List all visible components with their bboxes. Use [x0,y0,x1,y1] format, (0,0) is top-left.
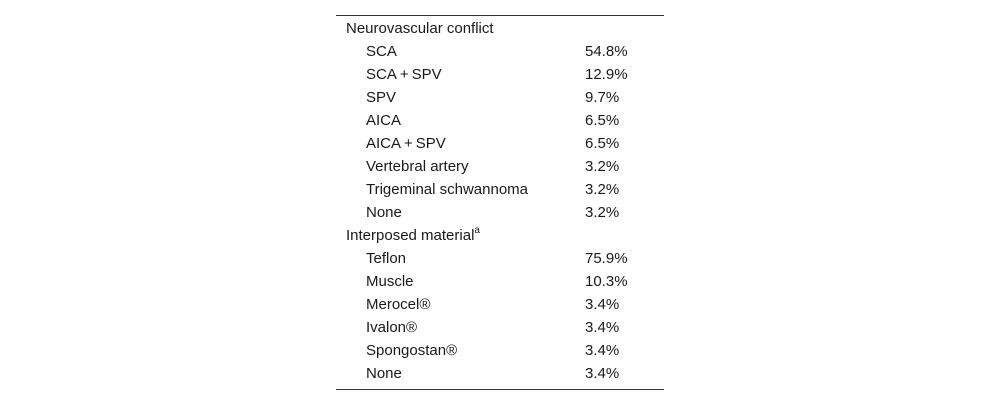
row-value: 6.5% [585,112,620,129]
section-label: Interposed material$^a$ [346,225,480,244]
row-value: 3.2% [585,204,620,221]
row-label: Ivalon® [366,319,418,336]
table-row [336,293,664,316]
footnote-marker: a [474,225,480,236]
table-row [336,247,664,270]
row-label: None [366,365,402,382]
table-row [336,132,664,155]
row-label: SPV [366,89,397,106]
table-row [336,316,664,339]
table-row [336,362,664,385]
table-row [336,201,664,224]
table-row [336,109,664,132]
table-row [336,270,664,293]
row-label: AICA + SPV [366,135,446,152]
row-label: AICA [366,112,402,129]
row-value: 3.4% [585,365,620,382]
row-value: 9.7% [585,89,620,106]
data-table [336,15,664,390]
row-label: SCA + SPV [366,66,442,83]
row-value: 3.4% [585,296,620,313]
row-value: 75.9% [585,250,628,267]
section-header-neurovascular-conflict [336,17,664,40]
row-value: 3.4% [585,319,620,336]
table-row [336,40,664,63]
row-label: Spongostan® [366,342,458,359]
section-label: Neurovascular conflict [346,20,494,37]
row-value: 6.5% [585,135,620,152]
row-value: 3.2% [585,158,620,175]
table-row [336,339,664,362]
row-label: Muscle [366,273,414,290]
row-label: Vertebral artery [366,158,469,175]
row-value: 3.4% [585,342,620,359]
table-row [336,63,664,86]
table-row [336,155,664,178]
row-value: 3.2% [585,181,620,198]
row-label: Merocel® [366,296,431,313]
table-row [336,178,664,201]
row-label: Teflon [366,250,407,267]
row-value: 54.8% [585,43,628,60]
row-label: Trigeminal schwannoma [366,181,529,198]
table-row [336,86,664,109]
row-value: 12.9% [585,66,628,83]
row-value: 10.3% [585,273,628,290]
row-label: SCA [366,43,397,60]
row-label: None [366,204,402,221]
section-header-interposed-material [336,224,664,247]
